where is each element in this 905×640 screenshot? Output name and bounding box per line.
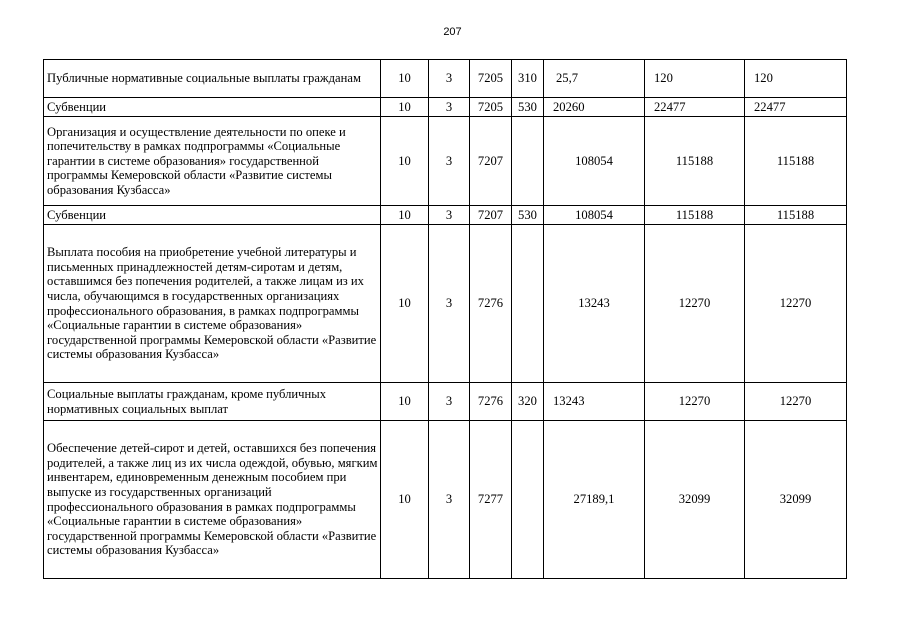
subsection-code: 3 xyxy=(429,421,470,579)
expense-code: 310 xyxy=(512,60,544,98)
expense-code: 320 xyxy=(512,383,544,421)
table-row xyxy=(44,206,847,225)
expense-code xyxy=(512,421,544,579)
year1-value: 25,7 xyxy=(544,60,645,98)
expense-code xyxy=(512,117,544,206)
target-code: 7276 xyxy=(470,225,512,383)
target-code: 7205 xyxy=(470,60,512,98)
subsection-code: 3 xyxy=(429,117,470,206)
year2-value: 22477 xyxy=(645,98,745,117)
section-code: 10 xyxy=(381,206,429,225)
page-number: 207 xyxy=(443,26,462,38)
year2-value: 115188 xyxy=(645,117,745,206)
table-body xyxy=(44,60,847,579)
row-description: Организация и осуществление деятельности по опеке и попечительству в рамках подпрограммы «Социальные гарантии в системе образования» государственной программы Кемеровской области «Развитие системы образования Кузбасса» xyxy=(44,117,381,206)
table-row xyxy=(44,383,847,421)
year1-value: 27189,1 xyxy=(544,421,645,579)
section-code: 10 xyxy=(381,98,429,117)
budget-table xyxy=(43,59,847,579)
row-description: Обеспечение детей-сирот и детей, оставшихся без попечения родителей, а также лиц из их числа одеждой, обувью, мягким инвентарем, единовременным денежным пособием при выпуске из государственных организаций профессионального образования в рамках подпрограммы «Социальные гарантии в системе образования» государственной программы Кемеровской области «Развитие системы образования Кузбасса» xyxy=(44,421,381,579)
expense-code xyxy=(512,225,544,383)
target-code: 7207 xyxy=(470,117,512,206)
year2-value: 120 xyxy=(645,60,745,98)
expense-code: 530 xyxy=(512,98,544,117)
section-code: 10 xyxy=(381,421,429,579)
section-code: 10 xyxy=(381,383,429,421)
year1-value: 108054 xyxy=(544,206,645,225)
year3-value: 32099 xyxy=(745,421,847,579)
target-code: 7276 xyxy=(470,383,512,421)
year1-value: 20260 xyxy=(544,98,645,117)
section-code: 10 xyxy=(381,117,429,206)
target-code: 7207 xyxy=(470,206,512,225)
subsection-code: 3 xyxy=(429,60,470,98)
subsection-code: 3 xyxy=(429,206,470,225)
table-row xyxy=(44,117,847,206)
year3-value: 12270 xyxy=(745,383,847,421)
year3-value: 115188 xyxy=(745,117,847,206)
year3-value: 120 xyxy=(745,60,847,98)
row-description: Социальные выплаты гражданам, кроме публичных нормативных социальных выплат xyxy=(44,383,381,421)
table-row xyxy=(44,421,847,579)
year1-value: 108054 xyxy=(544,117,645,206)
year2-value: 12270 xyxy=(645,383,745,421)
row-description: Субвенции xyxy=(44,206,381,225)
section-code: 10 xyxy=(381,60,429,98)
table-row xyxy=(44,225,847,383)
target-code: 7277 xyxy=(470,421,512,579)
row-description: Субвенции xyxy=(44,98,381,117)
section-code: 10 xyxy=(381,225,429,383)
year3-value: 12270 xyxy=(745,225,847,383)
year1-value: 13243 xyxy=(544,383,645,421)
row-description: Публичные нормативные социальные выплаты гражданам xyxy=(44,60,381,98)
subsection-code: 3 xyxy=(429,98,470,117)
row-description: Выплата пособия на приобретение учебной литературы и письменных принадлежностей детям-сиротам и детям, оставшимся без попечения родителей, а также лицам из их числа, обучающимся в государственных организациях профессионального образования, в рамках подпрограммы «Социальные гарантии в системе образования» государственной программы Кемеровской области «Развитие системы образования Кузбасса» xyxy=(44,225,381,383)
table-row xyxy=(44,60,847,98)
year2-value: 115188 xyxy=(645,206,745,225)
year2-value: 12270 xyxy=(645,225,745,383)
subsection-code: 3 xyxy=(429,383,470,421)
table-row xyxy=(44,98,847,117)
target-code: 7205 xyxy=(470,98,512,117)
subsection-code: 3 xyxy=(429,225,470,383)
year3-value: 115188 xyxy=(745,206,847,225)
expense-code: 530 xyxy=(512,206,544,225)
year3-value: 22477 xyxy=(745,98,847,117)
year2-value: 32099 xyxy=(645,421,745,579)
year1-value: 13243 xyxy=(544,225,645,383)
